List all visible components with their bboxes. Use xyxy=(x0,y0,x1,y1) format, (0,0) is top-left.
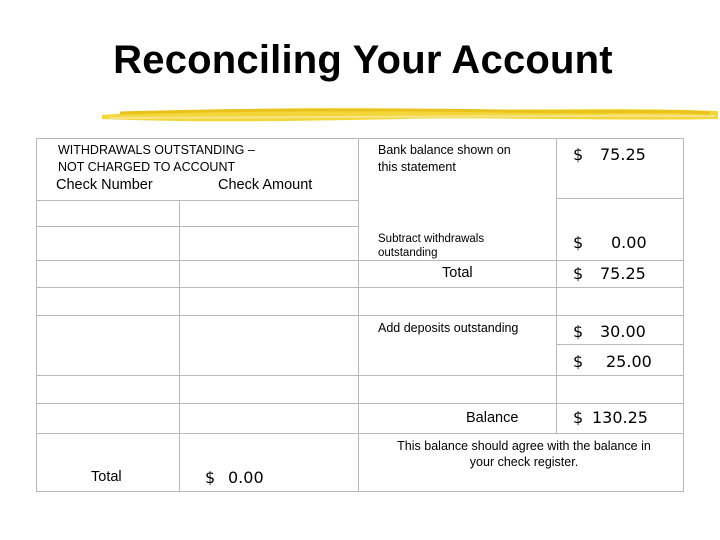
row-rule-2 xyxy=(36,287,684,288)
row-rule-3 xyxy=(36,315,684,316)
row-rule-5 xyxy=(36,403,684,404)
withdrawals-header-line2: NOT CHARGED TO ACCOUNT xyxy=(58,160,236,174)
left-total-rule xyxy=(36,433,358,434)
right-row-rule-2 xyxy=(556,344,684,345)
balance-value: 130.25 xyxy=(592,408,648,427)
bank-balance-line2: this statement xyxy=(378,160,456,174)
left-total-dollar: $ xyxy=(205,468,216,487)
subtract-dollar: $ xyxy=(573,233,584,252)
title-underline-brush xyxy=(100,103,720,125)
left-header-rule xyxy=(36,200,358,201)
left-row-rule xyxy=(36,226,358,227)
withdrawals-header-line1: WITHDRAWALS OUTSTANDING – xyxy=(58,143,255,157)
bank-balance-line1: Bank balance shown on xyxy=(378,143,511,157)
extra-deposit-dollar: $ xyxy=(573,352,584,371)
right-col-divider xyxy=(556,138,557,434)
bank-balance-dollar: $ xyxy=(573,145,584,164)
left-total-label: Total xyxy=(91,469,122,485)
left-col-divider xyxy=(179,200,180,492)
row-rule-1 xyxy=(36,260,684,261)
add-deposits-label: Add deposits outstanding xyxy=(378,321,519,335)
subtract-withdrawals-line2: outstanding xyxy=(378,247,438,259)
subtract-value: 0.00 xyxy=(611,233,647,252)
add-deposits-dollar: $ xyxy=(573,322,584,341)
right-balance-rule xyxy=(358,433,684,434)
balance-dollar: $ xyxy=(573,408,584,427)
bank-balance-value: 75.25 xyxy=(600,145,646,164)
subtract-withdrawals-line1: Subtract withdrawals xyxy=(378,233,485,245)
row-rule-4 xyxy=(36,375,684,376)
extra-deposit-value: 25.00 xyxy=(606,352,652,371)
balance-note-line1: This balance should agree with the balance in xyxy=(397,439,651,453)
check-amount-header: Check Amount xyxy=(218,177,313,193)
right-total-value: 75.25 xyxy=(600,264,646,283)
right-row-rule-1 xyxy=(556,198,684,199)
add-deposits-value: 30.00 xyxy=(600,322,646,341)
balance-note-line2: your check register. xyxy=(469,455,579,469)
check-number-header: Check Number xyxy=(56,177,153,193)
right-total-dollar: $ xyxy=(573,264,584,283)
balance-label: Balance xyxy=(466,410,519,426)
left-total-value: 0.00 xyxy=(228,468,264,487)
right-total-label: Total xyxy=(442,265,473,281)
page-title: Reconciling Your Account xyxy=(113,38,613,82)
